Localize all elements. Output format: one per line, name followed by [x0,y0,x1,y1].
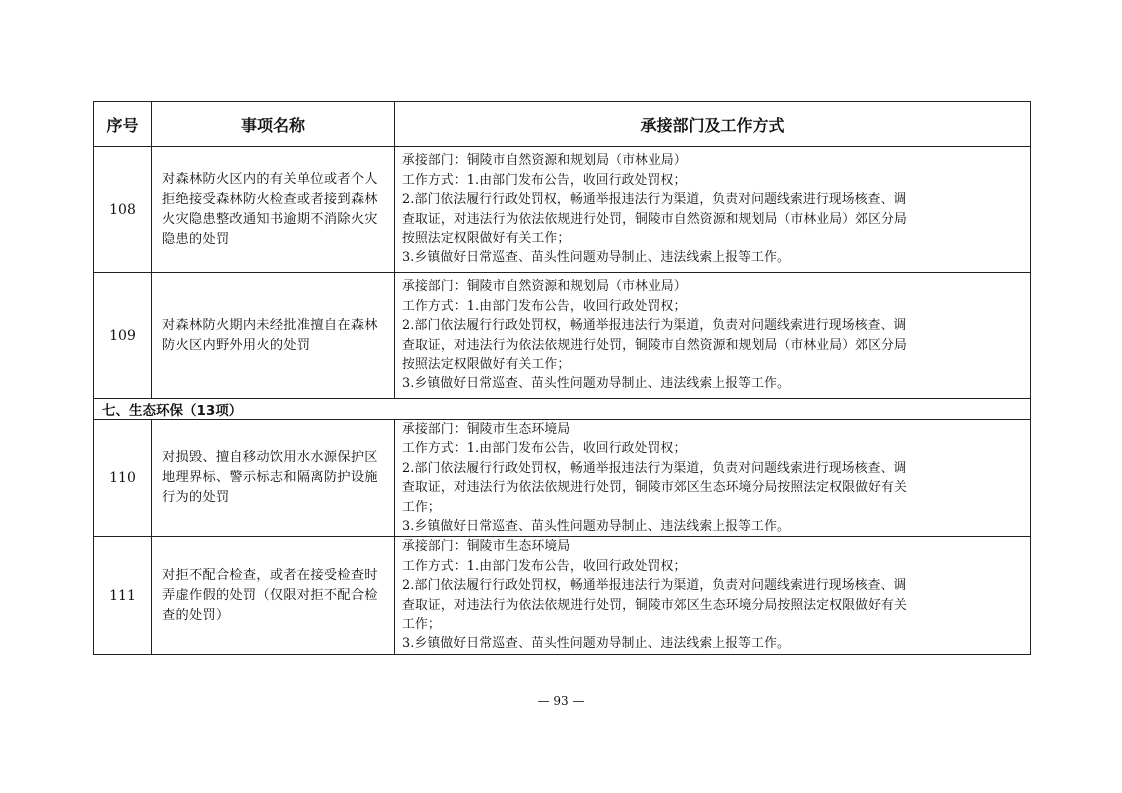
matter-name: 对拒不配合检查，或者在接受检查时弄虚作假的处罚（仅限对拒不配合检查的处罚） [152,537,395,654]
dept-method [395,420,1031,537]
row-number: 108 [94,147,152,273]
dept-line: 查取证，对违法行为依法依规进行处罚，铜陵市自然资源和规划局（市林业局）郊区分局 [402,211,907,227]
dept-line: 承接部门：铜陵市生态环境局 [402,539,571,555]
row-number: 111 [94,537,152,654]
dept-line: 3.乡镇做好日常巡查、苗头性问题劝导制止、违法线索上报等工作。 [402,519,790,535]
header-no: 序号 [94,102,152,147]
header-dept: 承接部门及工作方式 [395,102,1031,147]
table-row [94,420,1031,537]
dept-line: 按照法定权限做好有关工作； [402,356,571,372]
row-number: 110 [94,420,152,537]
dept-line: 承接部门：铜陵市自然资源和规划局（市林业局） [402,279,687,295]
matter-name: 对森林防火区内的有关单位或者个人拒绝接受森林防火检查或者接到森林火灾隐患整改通知书逾期不消除火灾隐患的处罚 [152,147,395,273]
dept-line: 2.部门依法履行行政处罚权，畅通举报违法行为渠道，负责对问题线索进行现场核查、调 [402,578,907,594]
dept-line: 按照法定权限做好有关工作； [402,230,571,246]
dept-line: 3.乡镇做好日常巡查、苗头性问题劝导制止、违法线索上报等工作。 [402,376,790,392]
table-row [94,147,1031,273]
dept-line: 3.乡镇做好日常巡查、苗头性问题劝导制止、违法线索上报等工作。 [402,636,790,652]
header-name: 事项名称 [152,102,395,147]
page-number: — 93 — [537,694,585,708]
dept-method [395,537,1031,654]
header-row [94,102,1031,147]
dept-line: 承接部门：铜陵市自然资源和规划局（市林业局） [402,153,687,169]
matters-table [93,101,1031,655]
table-row [94,273,1031,399]
dept-line: 2.部门依法履行行政处罚权，畅通举报违法行为渠道，负责对问题线索进行现场核查、调 [402,192,907,208]
dept-line: 查取证，对违法行为依法依规进行处罚，铜陵市郊区生态环境分局按照法定权限做好有关 [402,480,907,496]
row-number: 109 [94,273,152,399]
dept-line: 工作方式：1.由部门发布公告，收回行政处罚权； [402,298,687,314]
dept-line: 3.乡镇做好日常巡查、苗头性问题劝导制止、违法线索上报等工作。 [402,250,790,266]
dept-line: 查取证，对违法行为依法依规进行处罚，铜陵市自然资源和规划局（市林业局）郊区分局 [402,337,907,353]
table-row [94,537,1031,654]
dept-line: 工作； [402,499,441,515]
dept-line: 工作； [402,617,441,633]
dept-line: 工作方式：1.由部门发布公告，收回行政处罚权； [402,172,687,188]
dept-line: 2.部门依法履行行政处罚权，畅通举报违法行为渠道，负责对问题线索进行现场核查、调 [402,460,907,476]
dept-line: 承接部门：铜陵市生态环境局 [402,422,571,437]
matter-name: 对森林防火期内未经批准擅自在森林防火区内野外用火的处罚 [152,273,395,399]
dept-line: 2.部门依法履行行政处罚权，畅通举报违法行为渠道，负责对问题线索进行现场核查、调 [402,318,907,334]
dept-method [395,147,1031,273]
dept-line: 工作方式：1.由部门发布公告，收回行政处罚权； [402,558,687,574]
dept-line: 查取证，对违法行为依法依规进行处罚，铜陵市郊区生态环境分局按照法定权限做好有关 [402,597,907,613]
dept-method [395,273,1031,399]
matter-name: 对损毁、擅自移动饮用水水源保护区地理界标、警示标志和隔离防护设施行为的处罚 [152,420,395,537]
section-title: 七、生态环保（13项） [94,399,1031,420]
dept-line: 工作方式：1.由部门发布公告，收回行政处罚权； [402,441,687,457]
section-row [94,399,1031,420]
